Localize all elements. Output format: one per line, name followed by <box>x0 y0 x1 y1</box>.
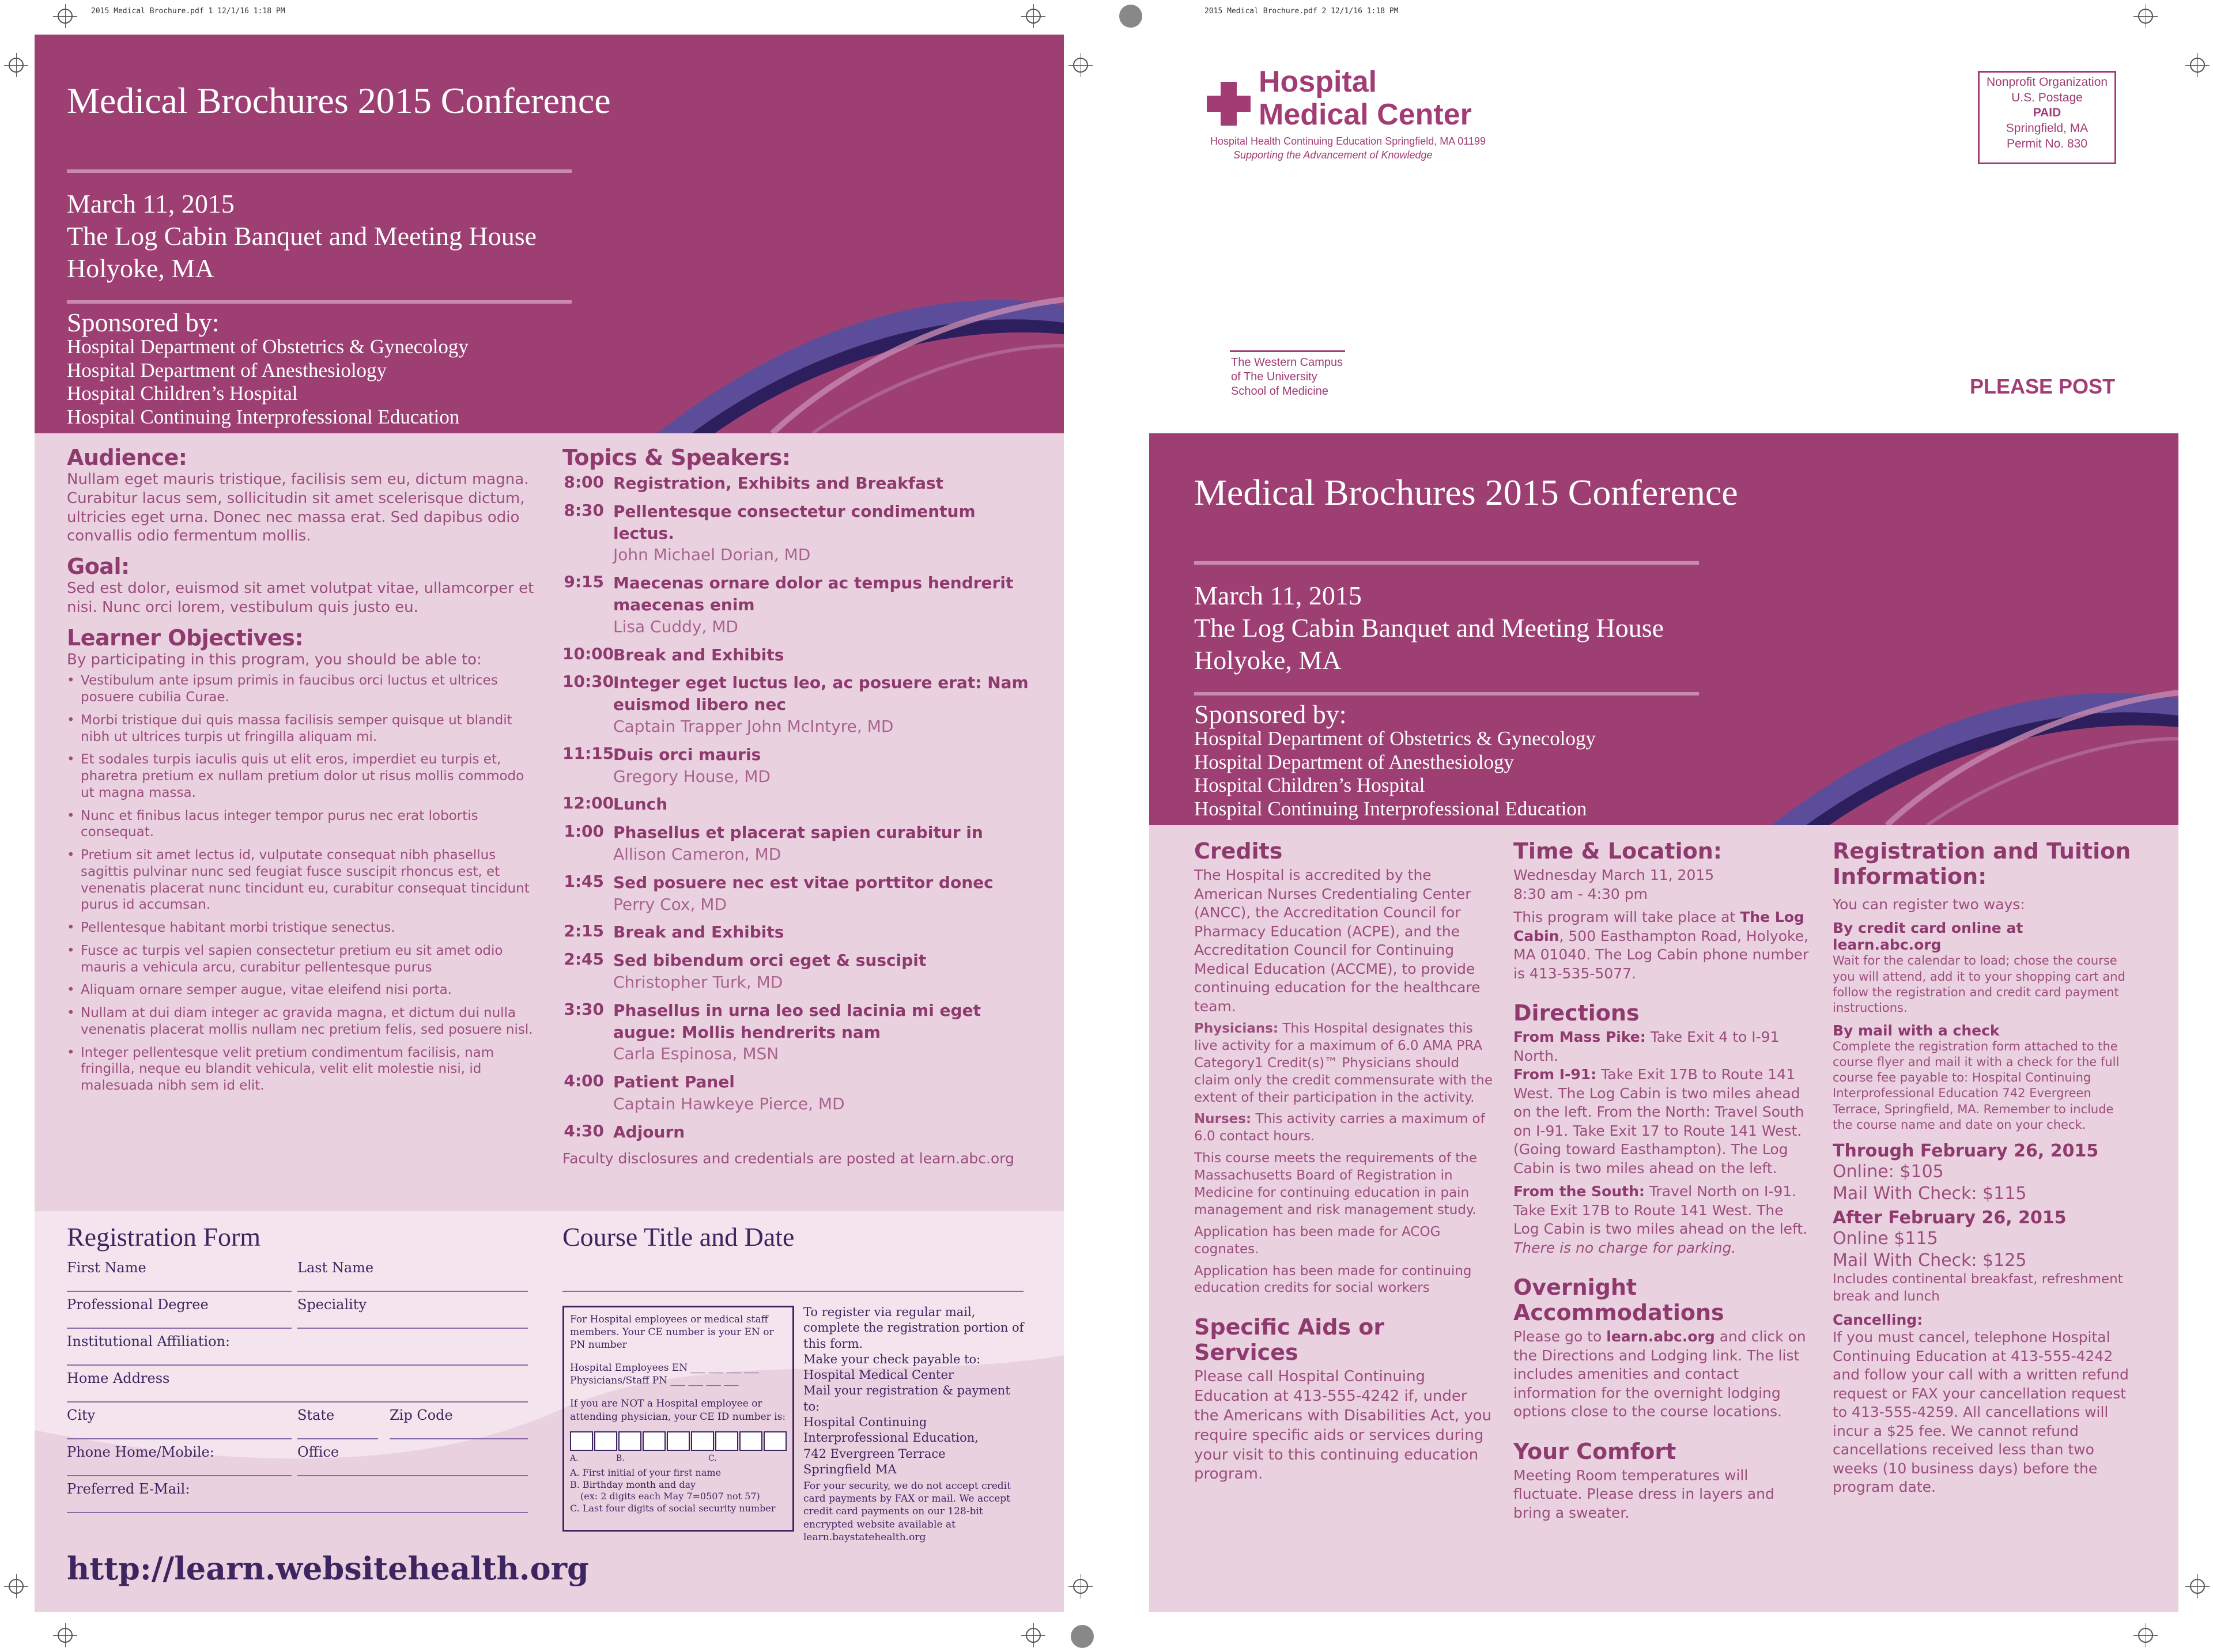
agenda-time: 4:30 <box>564 1121 604 1140</box>
event-date: March 11, 2015 <box>1194 581 1362 610</box>
phone-label: Phone Home/Mobile: <box>67 1444 214 1460</box>
credits-column <box>1194 838 1494 1484</box>
agenda-speaker: John Michael Dorian, MD <box>613 545 811 565</box>
title-rule <box>67 169 572 173</box>
directions-heading: Directions <box>1513 1000 1640 1026</box>
ce-note: (ex: 2 digits each May 7=0507 not 57) <box>580 1491 760 1502</box>
includes-text: Includes continental breakfast, refreshment break and lunch <box>1833 1272 2123 1305</box>
please-post: PLEASE POST <box>1970 375 2116 398</box>
back-title: Medical Brochures 2015 Conference <box>1194 472 1738 513</box>
state-label: State <box>297 1407 335 1423</box>
goal-heading: Goal: <box>67 554 130 579</box>
agenda-row <box>562 501 1035 566</box>
event-info <box>67 188 537 285</box>
agenda-speaker: Carla Espinosa, MSN <box>613 1044 779 1064</box>
agenda-time: 10:30 <box>562 672 614 691</box>
speciality-label: Speciality <box>297 1296 367 1313</box>
registration-mark <box>9 1579 24 1594</box>
agenda-session <box>613 1121 685 1143</box>
objective-item: • Nunc et finibus lacus integer tempor purus nec erat lobortis consequat. <box>67 808 537 841</box>
tuition-heading: Registration and Tuition Information: <box>1833 838 2131 890</box>
location-column <box>1513 838 1813 1522</box>
directions-mass <box>1513 1028 1813 1065</box>
venue-post: , 500 Easthampton Road, Holyoke, MA 01040. The Log Cabin phone number is 413-535-5077. <box>1513 927 1809 982</box>
hospital-cross-icon <box>1206 81 1252 127</box>
mass-pike-label: From Mass Pike: <box>1513 1029 1646 1045</box>
org-subtitle: Hospital Health Continuing Education Springfield, MA 01199 <box>1210 135 1486 147</box>
objective-item: • Pretium sit amet lectus id, vulputate consequat nibh phasellus sagittis pulvinar nunc sed feugiat fusce suscipit rhoncus est, et venenatis placerat nunc tincidunt eu, curabitur consequat tincidunt purus id accumsan. <box>67 847 537 913</box>
agenda-time: 11:15 <box>562 743 614 763</box>
comfort-heading: Your Comfort <box>1513 1438 1676 1464</box>
course-heading: Course Title and Date <box>562 1222 795 1252</box>
agenda-time: 1:00 <box>564 822 604 841</box>
zip-label: Zip Code <box>390 1407 453 1423</box>
south-text: Travel North on I-91. Take Exit 17B to Route 141 West. The Log Cabin is two miles ahead on the left. <box>1513 1183 1808 1237</box>
registration-dot <box>1071 1625 1094 1648</box>
mail-label: By mail with a check <box>1833 1022 2000 1039</box>
event-city: Holyoke, MA <box>1194 645 1342 675</box>
objective-item: • Et sodales turpis iaculis quis ut elit eros, imperdiet eu turpis et, pharetra pretium ex nullam pretium dolor ut risus mollis commodo ut magna massa. <box>67 751 537 801</box>
address-line: 742 Evergreen Terrace <box>803 1446 946 1461</box>
agenda-time: 9:15 <box>564 572 604 592</box>
venue-name: The Log Cabin <box>1513 909 1804 944</box>
objective-item: • Nullam at dui diam integer ac gravida magna, et dictum dui nulla venenatis placerat mollis nullam nec pretium felis, sed posuere nisl. <box>67 1005 537 1038</box>
postage-paid: PAID <box>2033 106 2061 120</box>
page2-slug: 2015 Medical Brochure.pdf 2 12/1/16 1:18 PM <box>1204 7 1399 16</box>
agenda-session <box>613 572 1035 637</box>
sponsored-heading: Sponsored by: <box>1194 700 1347 729</box>
agenda-row <box>562 744 1035 788</box>
city-label: City <box>67 1407 96 1423</box>
overnight-post: and click on the Directions and Lodging link. The list includes amenities and contact information for the overnight lodging options close to the course locations. <box>1513 1328 1806 1420</box>
agenda-session-title: Break and Exhibits <box>613 923 784 942</box>
time-location-heading: Time & Location: <box>1513 838 1722 864</box>
payee: Hospital Medical Center <box>803 1368 954 1382</box>
ce-note: C. Last four digits of social security number <box>570 1503 776 1514</box>
mail-to: Mail your registration & payment to: <box>803 1383 1010 1413</box>
physicians-credit <box>1194 1020 1494 1106</box>
not-employee-note: If you are NOT a Hospital employee or attending physician, your CE ID number is: <box>570 1398 786 1423</box>
sponsor: Hospital Children’s Hospital <box>67 382 298 405</box>
campus-line: of The University <box>1231 371 1317 383</box>
agenda-session <box>613 872 994 916</box>
objectives-intro: By participating in this program, you should be able to: <box>67 651 482 668</box>
home-address-label: Home Address <box>67 1370 170 1386</box>
venue-pre: This program will take place at <box>1513 909 1736 925</box>
agenda-speaker: Gregory House, MD <box>613 766 771 786</box>
agenda-speaker: Perry Cox, MD <box>613 894 727 914</box>
agenda-speaker: Lisa Cuddy, MD <box>613 617 738 636</box>
registration-mark <box>2190 58 2205 73</box>
office-field[interactable] <box>297 1444 528 1476</box>
tuition-column <box>1833 838 2132 1497</box>
agenda-session-title: Patient Panel <box>613 1072 735 1092</box>
online-label: By credit card online at learn.abc.org <box>1833 920 2023 954</box>
degree-field[interactable] <box>67 1296 292 1329</box>
title-rule <box>1194 561 1699 565</box>
address-line: Springfield MA <box>803 1462 897 1476</box>
mail-instructions <box>803 1305 1028 1544</box>
nurses-label: Nurses: <box>1194 1112 1252 1127</box>
event-date: March 11, 2015 <box>67 189 235 218</box>
after-online: Online $115 <box>1833 1228 1938 1249</box>
registration-heading: Registration Form <box>67 1222 261 1252</box>
ce-id-digit-box[interactable] <box>764 1431 787 1451</box>
postage-line: Nonprofit Organization <box>1986 75 2108 89</box>
ce-id-digit-box[interactable] <box>691 1431 714 1451</box>
agenda-session-title: Lunch <box>613 795 668 814</box>
overnight-heading: Overnight Accommodations <box>1513 1275 1724 1325</box>
agenda-session-title: Registration, Exhibits and Breakfast <box>613 474 944 493</box>
ce-id-digit-box[interactable] <box>667 1431 690 1451</box>
agenda-row <box>562 950 1035 993</box>
agenda-session-title: Maecenas ornare dolor ac tempus hendrerit maecenas enim <box>613 573 1014 614</box>
sponsor-list <box>67 335 469 429</box>
south-label: From the South: <box>1513 1183 1645 1200</box>
sponsor: Hospital Continuing Interprofessional Education <box>1194 797 1587 820</box>
registration-mark <box>9 58 24 73</box>
registration-mark <box>2190 1579 2205 1594</box>
agenda-row <box>562 572 1035 637</box>
phone-field[interactable] <box>67 1444 292 1476</box>
acog-text: Application has been made for ACOG cognates. <box>1194 1224 1441 1257</box>
speciality-field[interactable] <box>297 1296 528 1329</box>
ce-id-digit-box[interactable] <box>643 1431 666 1451</box>
agenda-time: 4:00 <box>564 1071 604 1091</box>
ce-notes <box>570 1467 787 1515</box>
sponsor: Hospital Department of Obstetrics & Gynecology <box>67 335 469 358</box>
event-day: Wednesday March 11, 2015 <box>1513 867 1714 883</box>
email-field[interactable] <box>67 1481 528 1513</box>
objective-item: • Integer pellentesque velit pretium condimentum facilisis, nam fringilla, neque eu blandit vehicula, velit elit molestie nisi, id malesuada nibh sem id elit. <box>67 1045 537 1094</box>
ce-id-boxes[interactable] <box>570 1431 787 1451</box>
affiliation-field[interactable] <box>67 1333 528 1366</box>
agenda-session <box>613 744 771 788</box>
agenda-row <box>562 1121 1035 1143</box>
postage-line: Permit No. 830 <box>2006 137 2088 150</box>
nurses-credit <box>1194 1111 1494 1146</box>
event-city: Holyoke, MA <box>67 254 214 283</box>
campus-text <box>1231 356 1343 399</box>
audience-heading: Audience: <box>67 445 187 470</box>
campus-line: The Western Campus <box>1231 356 1343 369</box>
registration-mark <box>1073 58 1088 73</box>
physicians-text: This Hospital designates this live activity for a maximum of 6.0 AMA PRA Category1 Credit(s)™ Physicians should claim only the credit commensurate with the extent of their participation in the activity. <box>1194 1021 1493 1105</box>
comfort-text: Meeting Room temperatures will fluctuate. Please dress in layers and bring a sweater. <box>1513 1466 1774 1521</box>
cancel-text: If you must cancel, telephone Hospital Continuing Education at 413-555-4242 and follow your call with a written refund request or FAX your cancellation request to 413-555-4259. All cancellations will incur a $25 fee. We cannot refund cancellations received less than two weeks (10 business days) before the program date. <box>1833 1329 2129 1496</box>
objective-item: • Fusce ac turpis vel sapien consectetur pretium eu sit amet odio mauris a vehicula arcu, curabitur pellentesque purus <box>67 943 537 976</box>
address-line: Hospital Continuing <box>803 1415 927 1430</box>
agenda-session <box>613 822 983 865</box>
agenda-row <box>562 822 1035 865</box>
agenda-speaker: Captain Hawkeye Pierce, MD <box>613 1094 845 1113</box>
mail-text: To register via regular mail, complete the registration portion of this form. <box>803 1305 1024 1351</box>
objective-item: • Vestibulum ante ipsum primis in faucibus orci luctus et ultrices posuere cubilia Curae. <box>67 672 537 706</box>
agenda-time: 10:00 <box>562 644 614 663</box>
venue-text <box>1513 908 1813 983</box>
agenda-session-title: Sed posuere nec est vitae porttitor donec <box>613 872 994 892</box>
agenda-session <box>613 1071 845 1115</box>
agenda-row <box>562 1071 1035 1115</box>
event-venue: The Log Cabin Banquet and Meeting House <box>1194 613 1664 643</box>
registration-mark <box>1026 1628 1041 1643</box>
sponsored-heading: Sponsored by: <box>67 308 220 337</box>
sponsor: Hospital Children’s Hospital <box>1194 774 1425 797</box>
i91-text: Take Exit 17B to Route 141 West. The Log Cabin is two miles ahead on the left. From the North: Travel South on I-91. Take Exit 17 to Route 141 West. (Going toward Easthampton). The Log Cabin is two miles ahead on the left. <box>1513 1066 1804 1177</box>
event-info <box>1194 580 1664 676</box>
agenda-session <box>613 1000 1035 1065</box>
ce-note: B. Birthday month and day <box>570 1479 696 1490</box>
mass-pike-text: Take Exit 4 to I-91 North. <box>1513 1029 1780 1064</box>
check-payable: Make your check payable to: <box>803 1352 981 1366</box>
agenda-session <box>613 950 926 993</box>
after-label: After February 26, 2015 <box>1833 1208 2067 1228</box>
ce-number-box <box>562 1306 794 1532</box>
agenda-speaker: Christopher Turk, MD <box>613 972 783 992</box>
degree-label: Professional Degree <box>67 1296 209 1313</box>
agenda-session <box>613 793 667 815</box>
agenda-session <box>613 672 1035 737</box>
aids-heading: Specific Aids or Services <box>1194 1314 1385 1366</box>
agenda-row <box>562 644 1035 666</box>
info-rule <box>67 300 572 304</box>
agenda-session-title: Break and Exhibits <box>613 645 784 664</box>
ce-id-digit-box[interactable] <box>715 1431 738 1451</box>
aids-text: Please call Hospital Continuing Education at 413-555-4242 if, under the Americans with Disabilities Act, you require specific aids or services during your visit to this continuing education program. <box>1194 1368 1492 1483</box>
zip-field[interactable] <box>390 1407 528 1439</box>
front-title: Medical Brochures 2015 Conference <box>67 80 611 121</box>
parking-note: There is no charge for parking. <box>1513 1239 1736 1256</box>
employee-en: Hospital Employees EN ___ ___ ___ ___ <box>570 1362 759 1374</box>
registration-mark <box>2138 1628 2153 1643</box>
postage-line: Springfield, MA <box>2006 121 2089 135</box>
affiliation-label: Institutional Affiliation: <box>67 1333 231 1349</box>
city-field[interactable] <box>67 1407 292 1439</box>
topics-heading: Topics & Speakers: <box>562 445 791 470</box>
box-a-label: A. <box>570 1453 579 1463</box>
agenda-list <box>562 472 1035 1143</box>
agenda-session <box>613 644 784 666</box>
box-b-label: B. <box>616 1453 625 1463</box>
cancel-label: Cancelling: <box>1833 1311 1923 1329</box>
ce-id-box-labels <box>570 1453 787 1464</box>
sponsor: Hospital Department of Anesthesiology <box>1194 750 1515 773</box>
first-name-label: First Name <box>67 1260 146 1276</box>
left-column <box>67 445 537 1101</box>
postage-indicia <box>1978 71 2116 164</box>
agenda-speaker: Captain Trapper John McIntyre, MD <box>613 716 894 736</box>
ce-id-digit-box[interactable] <box>594 1431 617 1451</box>
physician-pn: Physicians/Staff PN ___ ___ ___ ___ <box>570 1375 739 1387</box>
agenda-row <box>562 472 1035 494</box>
objective-item: • Aliquam ornare semper augue, vitae eleifend nisi porta. <box>67 982 537 999</box>
sponsor-list <box>1194 727 1596 821</box>
agenda-row <box>562 672 1035 737</box>
event-venue: The Log Cabin Banquet and Meeting House <box>67 221 537 251</box>
agenda-column <box>562 445 1035 1167</box>
agenda-session <box>613 921 784 943</box>
objectives-heading: Learner Objectives: <box>67 625 304 651</box>
ce-id-digit-box[interactable] <box>618 1431 641 1451</box>
credits-heading: Credits <box>1194 838 1283 864</box>
email-label: Preferred E-Mail: <box>67 1481 190 1497</box>
event-hours: 8:30 am - 4:30 pm <box>1513 885 1648 902</box>
agenda-row <box>562 1000 1035 1065</box>
directions-i91 <box>1513 1065 1813 1178</box>
objective-item: • Pellentesque habitant morbi tristique senectus. <box>67 920 537 936</box>
sponsor: Hospital Department of Anesthesiology <box>67 358 387 381</box>
faculty-note: Faculty disclosures and credentials are posted at learn.abc.org <box>562 1150 1014 1167</box>
registration-mark <box>58 9 73 24</box>
agenda-session <box>613 501 1035 566</box>
office-label: Office <box>297 1444 339 1460</box>
mail-check-text: Complete the registration form attached to the course flyer and mail it with a check for the full course fee payable to: Hospital Continuing Interprofessional Education 742 Evergreen Terrace, Springfield, MA. Remember to include the course name and date on your check. <box>1833 1039 2120 1132</box>
home-address-field[interactable] <box>67 1370 528 1403</box>
agenda-session <box>613 472 943 494</box>
overnight-link[interactable]: learn.abc.org <box>1606 1328 1715 1345</box>
overnight-text <box>1513 1328 1813 1422</box>
agenda-time: 3:30 <box>564 999 604 1019</box>
agenda-time: 1:45 <box>564 871 604 891</box>
sponsor: Hospital Department of Obstetrics & Gynecology <box>1194 727 1596 750</box>
first-name-field[interactable] <box>67 1260 292 1292</box>
agenda-time: 8:00 <box>564 472 604 492</box>
registration-dot <box>1119 5 1142 28</box>
ce-note: A. First initial of your first name <box>570 1466 722 1478</box>
registration-mark <box>1073 1579 1088 1594</box>
directions-south <box>1513 1182 1813 1239</box>
i91-label: From I-91: <box>1513 1066 1597 1083</box>
box-c-label: C. <box>708 1453 717 1463</box>
page1-slug: 2015 Medical Brochure.pdf 1 12/1/16 1:18 PM <box>91 7 285 16</box>
ce-id-digit-box[interactable] <box>739 1431 762 1451</box>
through-mail: Mail With Check: $115 <box>1833 1183 2027 1204</box>
agenda-time: 2:15 <box>564 921 604 941</box>
ce-id-digit-box[interactable] <box>570 1431 593 1451</box>
mass-board-text: This course meets the requirements of the Massachusetts Board of Registration in Medicine for continuing education in pain management and risk management study. <box>1194 1151 1478 1218</box>
course-title-field[interactable] <box>562 1262 1024 1292</box>
credits-text: The Hospital is accredited by the American Nurses Credentialing Center (ANCC), the Accreditation Council for Pharmacy Education (ACPE), and the Accreditation Council for Continuing Medical Education (ACCME), to provide continuing education for the healthcare team. <box>1194 867 1481 1015</box>
website-url[interactable]: http://learn.websitehealth.org <box>67 1550 589 1587</box>
registration-mark <box>58 1628 73 1643</box>
through-label: Through February 26, 2015 <box>1833 1141 2099 1162</box>
state-field[interactable] <box>297 1407 378 1439</box>
ce-box-text: For Hospital employees or medical staff members. Your CE number is your EN or PN number <box>570 1314 774 1351</box>
agenda-row <box>562 793 1035 815</box>
last-name-label: Last Name <box>297 1260 374 1276</box>
social-work-text: Application has been made for continuing education credits for social workers <box>1194 1263 1472 1296</box>
physicians-label: Physicians: <box>1194 1021 1279 1036</box>
agenda-row <box>562 872 1035 916</box>
agenda-session-title: Duis orci mauris <box>613 744 761 764</box>
agenda-session-title: Phasellus et placerat sapien curabitur in <box>613 823 983 842</box>
tuition-intro: You can register two ways: <box>1833 895 2025 913</box>
agenda-session-title: Integer eget luctus leo, ac posuere erat: Nam euismod libero nec <box>613 673 1029 715</box>
agenda-session-title: Sed bibendum orci eget & suscipit <box>613 951 927 970</box>
org-tagline: Supporting the Advancement of Knowledge <box>1233 149 1433 161</box>
last-name-field[interactable] <box>297 1260 528 1292</box>
agenda-speaker: Allison Cameron, MD <box>613 844 781 864</box>
goal-text: Sed est dolor, euismod sit amet volutpat vitae, ullamcorper et nisi. Nunc orci lorem, vestibulum quis justo eu. <box>67 580 534 616</box>
org-logo-text <box>1259 66 1472 131</box>
org-name-line2: Medical Center <box>1259 98 1472 132</box>
registration-mark <box>1026 9 1041 24</box>
agenda-session-title: Pellentesque consectetur condimentum lectus. <box>613 501 976 543</box>
postage-line: U.S. Postage <box>2011 90 2083 104</box>
agenda-time: 12:00 <box>562 793 614 813</box>
agenda-session-title: Phasellus in urna leo sed lacinia mi eget augue: Mollis hendrerits nam <box>613 1000 981 1042</box>
after-mail: Mail With Check: $125 <box>1833 1250 2027 1271</box>
audience-text: Nullam eget mauris tristique, facilisis sem eu, dictum magna. Curabitur lacus sem, sollicitudin sit amet scelerisque dictum, ultricies eget urna. Donec nec massa erat. Sed dapibus odio convallis odio fermentum mollis. <box>67 471 529 545</box>
campus-line: School of Medicine <box>1231 385 1328 398</box>
online-text: Wait for the calendar to load; chose the course you will attend, add it to your shopping cart and follow the registration and credit card payment instructions. <box>1833 954 2125 1015</box>
nurses-text: This activity carries a maximum of 6.0 contact hours. <box>1194 1112 1485 1144</box>
address-line: Interprofessional Education, <box>803 1431 979 1445</box>
agenda-session-title: Adjourn <box>613 1122 685 1141</box>
agenda-time: 2:45 <box>564 950 604 969</box>
objective-item: • Morbi tristique dui quis massa facilisis semper quisque ut blandit nibh ut ultrices turpis ut fringilla aliquam mi. <box>67 712 537 746</box>
agenda-row <box>562 921 1035 943</box>
sponsor: Hospital Continuing Interprofessional Education <box>67 405 460 428</box>
overnight-pre: Please go to <box>1513 1328 1602 1345</box>
agenda-time: 8:30 <box>564 500 604 520</box>
through-online: Online: $105 <box>1833 1162 1944 1182</box>
security-note: For your security, we do not accept credit card payments by FAX or mail. We accept credit card payments on our 128-bit encrypted website available at learn.baystatehealth.org <box>803 1480 1011 1543</box>
org-name-line1: Hospital <box>1259 65 1377 99</box>
info-rule <box>1194 692 1699 695</box>
registration-mark <box>2138 9 2153 24</box>
campus-rule <box>1230 350 1345 352</box>
